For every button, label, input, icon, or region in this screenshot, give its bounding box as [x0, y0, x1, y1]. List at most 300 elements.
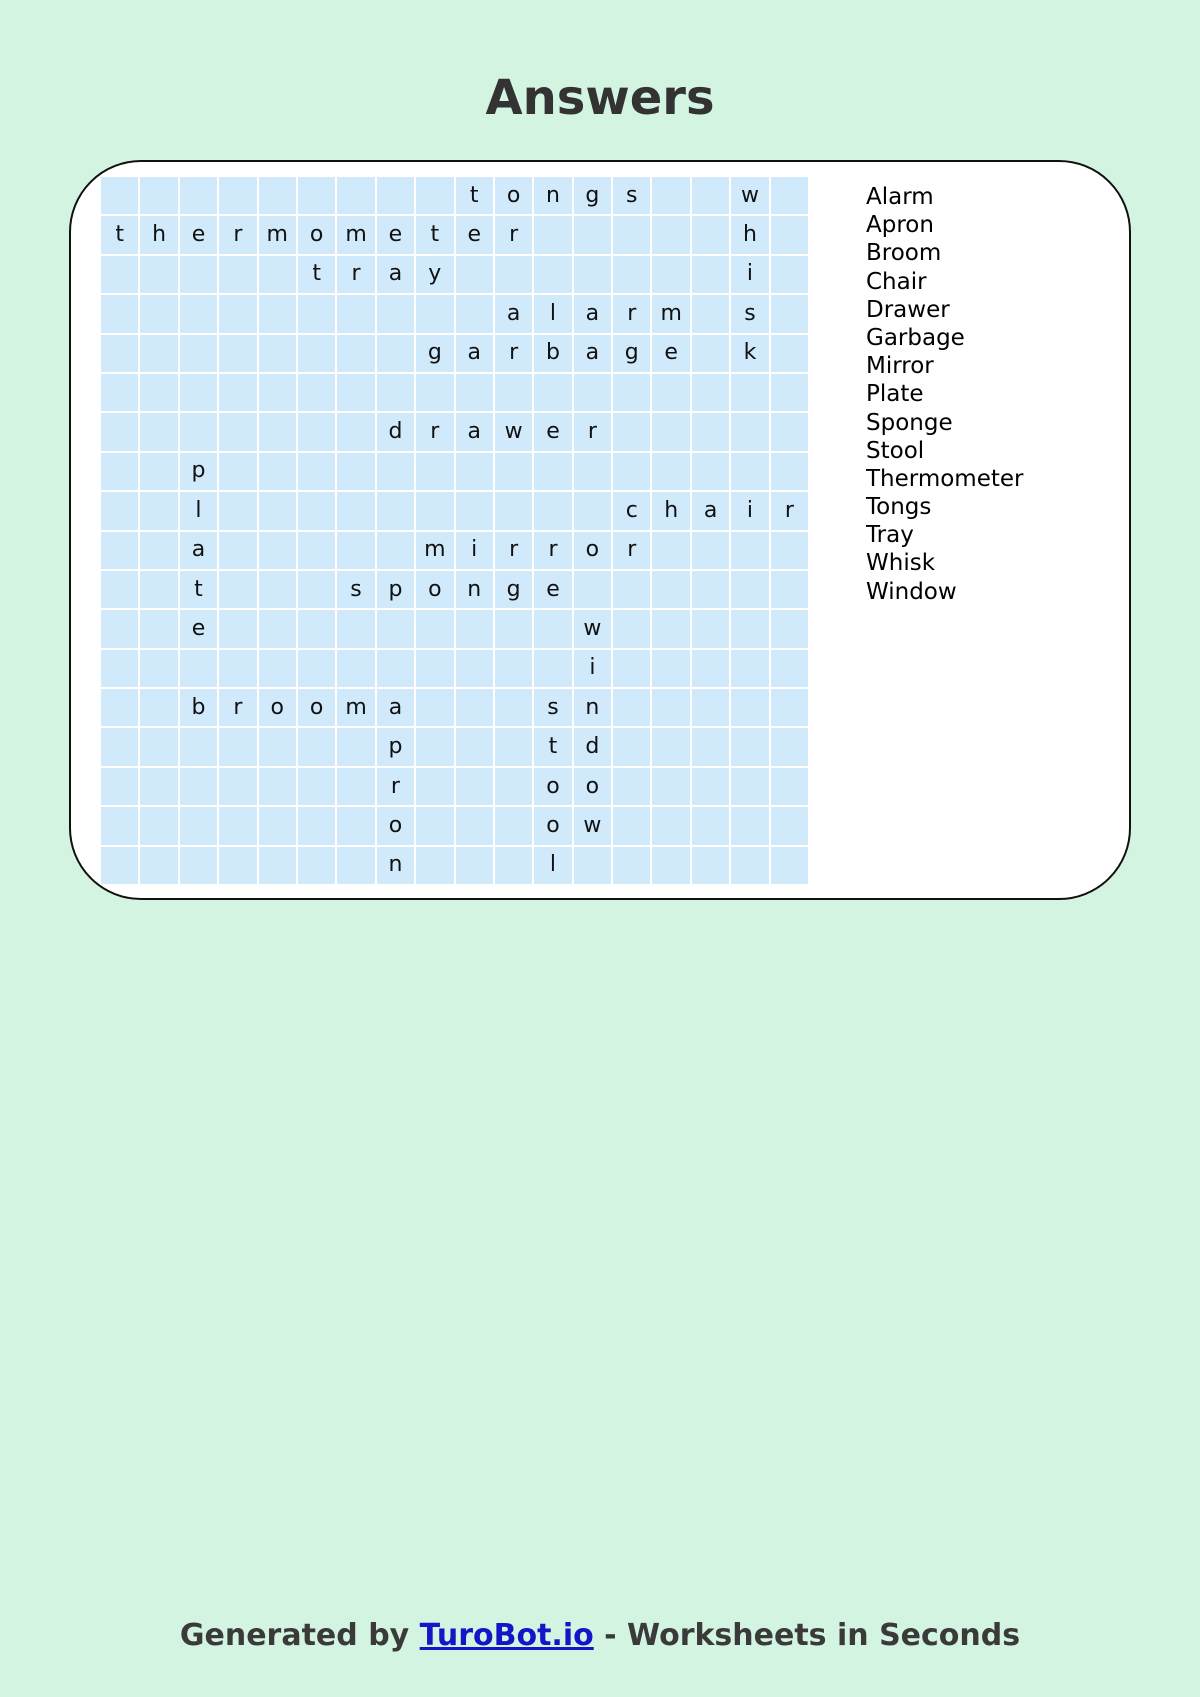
- grid-cell: [337, 532, 374, 569]
- grid-cell: [298, 177, 335, 214]
- grid-cell: o: [377, 807, 414, 844]
- grid-cell: [219, 571, 256, 608]
- grid-cell: [140, 413, 177, 450]
- grid-cell: [771, 847, 808, 884]
- grid-cell: r: [219, 216, 256, 253]
- grid-cell: l: [534, 847, 571, 884]
- grid-cell: [495, 610, 532, 647]
- grid-cell: [534, 650, 571, 687]
- word-list-item: Sponge: [866, 409, 953, 436]
- grid-cell: [180, 768, 217, 805]
- grid-cell: [298, 610, 335, 647]
- word-list-item: Broom: [866, 240, 942, 267]
- grid-cell: k: [731, 335, 768, 372]
- grid-cell: [456, 847, 493, 884]
- grid-cell: h: [140, 216, 177, 253]
- grid-cell: [771, 610, 808, 647]
- footer-suffix: - Worksheets in Seconds: [593, 1618, 1021, 1653]
- page-title: Answers: [485, 70, 715, 126]
- grid-cell: [771, 532, 808, 569]
- grid-cell: [140, 453, 177, 490]
- grid-cell: [495, 807, 532, 844]
- grid-cell: [771, 256, 808, 293]
- grid-cell: [692, 847, 729, 884]
- grid-cell: e: [180, 610, 217, 647]
- grid-cell: [731, 532, 768, 569]
- grid-cell: [219, 532, 256, 569]
- grid-cell: [219, 728, 256, 765]
- grid-cell: l: [180, 492, 217, 529]
- grid-cell: [416, 374, 453, 411]
- grid-cell: [692, 374, 729, 411]
- grid-cell: [771, 768, 808, 805]
- grid-cell: [180, 295, 217, 332]
- grid-cell: t: [298, 256, 335, 293]
- grid-cell: [140, 256, 177, 293]
- grid-cell: [377, 650, 414, 687]
- grid-cell: [140, 374, 177, 411]
- grid-cell: [771, 216, 808, 253]
- grid-cell: [574, 453, 611, 490]
- grid-cell: [652, 571, 689, 608]
- grid-cell: [731, 453, 768, 490]
- grid-cell: [259, 335, 296, 372]
- grid-cell: [456, 728, 493, 765]
- grid-cell: [298, 847, 335, 884]
- grid-cell: [495, 492, 532, 529]
- grid-cell: [259, 256, 296, 293]
- grid-cell: a: [377, 689, 414, 726]
- grid-cell: d: [574, 728, 611, 765]
- grid-cell: [771, 689, 808, 726]
- grid-cell: o: [298, 689, 335, 726]
- grid-cell: a: [692, 492, 729, 529]
- grid-cell: w: [495, 413, 532, 450]
- grid-cell: e: [534, 571, 571, 608]
- grid-cell: r: [219, 689, 256, 726]
- grid-cell: [259, 610, 296, 647]
- grid-cell: [219, 650, 256, 687]
- grid-cell: [652, 728, 689, 765]
- grid-cell: o: [534, 807, 571, 844]
- grid-cell: [534, 453, 571, 490]
- word-list-item: Mirror: [866, 353, 934, 380]
- grid-cell: [416, 650, 453, 687]
- grid-cell: g: [613, 335, 650, 372]
- grid-cell: [140, 610, 177, 647]
- grid-cell: [298, 335, 335, 372]
- grid-cell: [613, 571, 650, 608]
- grid-cell: [259, 295, 296, 332]
- grid-cell: n: [456, 571, 493, 608]
- grid-cell: a: [574, 335, 611, 372]
- grid-cell: i: [456, 532, 493, 569]
- grid-cell: [731, 650, 768, 687]
- grid-cell: r: [377, 768, 414, 805]
- grid-cell: m: [337, 689, 374, 726]
- grid-cell: m: [259, 216, 296, 253]
- grid-cell: [456, 453, 493, 490]
- grid-cell: [101, 413, 138, 450]
- grid-cell: c: [613, 492, 650, 529]
- grid-cell: o: [416, 571, 453, 608]
- grid-cell: b: [534, 335, 571, 372]
- grid-cell: [652, 807, 689, 844]
- grid-cell: [377, 177, 414, 214]
- grid-cell: [692, 453, 729, 490]
- grid-cell: [219, 374, 256, 411]
- grid-cell: [337, 453, 374, 490]
- grid-cell: w: [574, 807, 611, 844]
- grid-cell: b: [180, 689, 217, 726]
- grid-cell: [574, 571, 611, 608]
- grid-cell: o: [534, 768, 571, 805]
- grid-cell: e: [456, 216, 493, 253]
- grid-cell: r: [613, 295, 650, 332]
- grid-cell: n: [574, 689, 611, 726]
- grid-cell: [337, 610, 374, 647]
- letter-grid: [101, 177, 808, 884]
- grid-cell: [771, 650, 808, 687]
- grid-cell: s: [534, 689, 571, 726]
- grid-cell: [219, 768, 256, 805]
- grid-cell: [534, 374, 571, 411]
- grid-cell: [652, 532, 689, 569]
- grid-cell: [337, 492, 374, 529]
- grid-cell: [692, 335, 729, 372]
- grid-cell: [180, 650, 217, 687]
- grid-cell: a: [574, 295, 611, 332]
- grid-cell: o: [298, 216, 335, 253]
- grid-cell: [140, 492, 177, 529]
- grid-cell: o: [259, 689, 296, 726]
- grid-cell: [180, 413, 217, 450]
- grid-cell: [180, 177, 217, 214]
- grid-cell: [534, 216, 571, 253]
- grid-cell: [377, 335, 414, 372]
- grid-cell: [259, 532, 296, 569]
- grid-cell: [180, 728, 217, 765]
- grid-cell: [219, 335, 256, 372]
- grid-cell: [101, 728, 138, 765]
- word-list-item: Drawer: [866, 296, 950, 323]
- grid-cell: r: [495, 216, 532, 253]
- grid-cell: i: [731, 492, 768, 529]
- grid-cell: h: [731, 216, 768, 253]
- turobot-link[interactable]: TuroBot.io: [419, 1618, 594, 1653]
- grid-cell: w: [731, 177, 768, 214]
- grid-cell: r: [416, 413, 453, 450]
- grid-cell: [219, 492, 256, 529]
- grid-cell: [574, 256, 611, 293]
- grid-cell: [140, 650, 177, 687]
- grid-cell: t: [456, 177, 493, 214]
- grid-cell: [771, 413, 808, 450]
- grid-cell: [416, 689, 453, 726]
- grid-cell: [613, 847, 650, 884]
- grid-cell: [534, 256, 571, 293]
- grid-cell: [298, 295, 335, 332]
- grid-cell: [259, 807, 296, 844]
- grid-cell: n: [534, 177, 571, 214]
- grid-cell: [613, 728, 650, 765]
- grid-cell: [456, 768, 493, 805]
- grid-cell: [101, 492, 138, 529]
- grid-cell: o: [574, 532, 611, 569]
- grid-cell: [771, 728, 808, 765]
- grid-cell: p: [180, 453, 217, 490]
- grid-cell: [140, 807, 177, 844]
- grid-cell: [337, 728, 374, 765]
- grid-cell: [692, 728, 729, 765]
- grid-cell: r: [534, 532, 571, 569]
- grid-cell: [731, 571, 768, 608]
- grid-cell: [298, 768, 335, 805]
- grid-cell: g: [495, 571, 532, 608]
- grid-cell: m: [652, 295, 689, 332]
- grid-cell: [140, 295, 177, 332]
- grid-cell: [652, 689, 689, 726]
- grid-cell: [180, 807, 217, 844]
- grid-cell: [652, 847, 689, 884]
- grid-cell: [731, 374, 768, 411]
- word-list-item: Chair: [866, 268, 927, 295]
- grid-cell: [219, 807, 256, 844]
- grid-cell: [337, 177, 374, 214]
- grid-cell: [771, 453, 808, 490]
- grid-cell: [652, 413, 689, 450]
- grid-cell: [613, 689, 650, 726]
- grid-cell: [652, 768, 689, 805]
- grid-cell: [416, 847, 453, 884]
- grid-cell: o: [574, 768, 611, 805]
- grid-cell: [180, 374, 217, 411]
- grid-cell: [298, 807, 335, 844]
- grid-cell: [337, 768, 374, 805]
- grid-cell: [298, 728, 335, 765]
- grid-cell: [456, 295, 493, 332]
- grid-cell: [140, 335, 177, 372]
- grid-cell: [731, 728, 768, 765]
- grid-cell: [495, 256, 532, 293]
- grid-cell: [259, 492, 296, 529]
- grid-cell: [692, 768, 729, 805]
- grid-cell: [298, 413, 335, 450]
- grid-cell: [613, 807, 650, 844]
- grid-cell: [219, 610, 256, 647]
- grid-cell: [337, 374, 374, 411]
- grid-cell: [259, 177, 296, 214]
- grid-cell: [219, 295, 256, 332]
- grid-cell: [495, 650, 532, 687]
- grid-cell: [652, 610, 689, 647]
- grid-cell: [416, 728, 453, 765]
- grid-cell: [337, 413, 374, 450]
- grid-cell: [613, 650, 650, 687]
- grid-cell: [613, 256, 650, 293]
- footer-prefix: Generated by: [179, 1618, 420, 1653]
- grid-cell: [101, 532, 138, 569]
- grid-cell: [652, 256, 689, 293]
- grid-cell: d: [377, 413, 414, 450]
- footer: [0, 1618, 1200, 1653]
- grid-cell: [377, 453, 414, 490]
- grid-cell: i: [731, 256, 768, 293]
- grid-cell: [377, 374, 414, 411]
- grid-cell: a: [456, 413, 493, 450]
- grid-cell: [456, 492, 493, 529]
- grid-cell: [495, 374, 532, 411]
- grid-cell: [101, 374, 138, 411]
- grid-cell: [259, 374, 296, 411]
- grid-cell: p: [377, 728, 414, 765]
- grid-cell: [140, 571, 177, 608]
- grid-cell: [731, 807, 768, 844]
- grid-cell: [692, 610, 729, 647]
- grid-cell: [731, 413, 768, 450]
- grid-cell: l: [534, 295, 571, 332]
- grid-cell: [771, 177, 808, 214]
- grid-cell: [771, 374, 808, 411]
- grid-cell: [613, 453, 650, 490]
- grid-cell: [613, 216, 650, 253]
- grid-cell: a: [495, 295, 532, 332]
- grid-cell: [140, 689, 177, 726]
- grid-cell: a: [456, 335, 493, 372]
- grid-cell: [495, 453, 532, 490]
- grid-cell: [140, 768, 177, 805]
- grid-cell: t: [416, 216, 453, 253]
- grid-cell: [337, 295, 374, 332]
- grid-cell: h: [652, 492, 689, 529]
- grid-cell: [456, 256, 493, 293]
- grid-cell: [416, 768, 453, 805]
- grid-cell: [259, 413, 296, 450]
- grid-cell: [101, 256, 138, 293]
- grid-cell: [652, 216, 689, 253]
- grid-cell: [613, 610, 650, 647]
- grid-cell: [101, 335, 138, 372]
- grid-cell: [771, 571, 808, 608]
- grid-cell: [298, 374, 335, 411]
- word-list-item: Window: [866, 578, 957, 605]
- grid-cell: [140, 847, 177, 884]
- grid-cell: [259, 728, 296, 765]
- grid-cell: [337, 650, 374, 687]
- grid-cell: t: [180, 571, 217, 608]
- grid-cell: t: [534, 728, 571, 765]
- grid-cell: [298, 492, 335, 529]
- grid-cell: [377, 492, 414, 529]
- grid-cell: [259, 847, 296, 884]
- grid-cell: [416, 177, 453, 214]
- grid-cell: [495, 847, 532, 884]
- grid-cell: [298, 571, 335, 608]
- grid-cell: r: [495, 335, 532, 372]
- grid-cell: [180, 335, 217, 372]
- grid-cell: r: [574, 413, 611, 450]
- grid-cell: [101, 807, 138, 844]
- grid-cell: [259, 453, 296, 490]
- grid-cell: [101, 571, 138, 608]
- grid-cell: [101, 768, 138, 805]
- grid-cell: [101, 453, 138, 490]
- grid-cell: [692, 650, 729, 687]
- grid-cell: g: [416, 335, 453, 372]
- grid-cell: [259, 768, 296, 805]
- word-list-item: Stool: [866, 437, 925, 464]
- grid-cell: a: [180, 532, 217, 569]
- grid-cell: [652, 374, 689, 411]
- grid-cell: [495, 689, 532, 726]
- word-list-item: Apron: [866, 212, 934, 239]
- grid-cell: [219, 847, 256, 884]
- grid-cell: [416, 807, 453, 844]
- grid-cell: [613, 374, 650, 411]
- grid-cell: [652, 177, 689, 214]
- grid-cell: [771, 295, 808, 332]
- grid-cell: [731, 768, 768, 805]
- word-list-item: Alarm: [866, 184, 934, 210]
- grid-cell: [692, 689, 729, 726]
- grid-cell: [259, 650, 296, 687]
- grid-cell: [219, 453, 256, 490]
- grid-cell: [416, 610, 453, 647]
- word-list-item: Garbage: [866, 324, 965, 351]
- grid-cell: s: [731, 295, 768, 332]
- grid-cell: [731, 610, 768, 647]
- grid-cell: [574, 847, 611, 884]
- grid-cell: y: [416, 256, 453, 293]
- grid-cell: t: [101, 216, 138, 253]
- grid-cell: [140, 532, 177, 569]
- grid-cell: [692, 807, 729, 844]
- grid-cell: [456, 374, 493, 411]
- grid-cell: [101, 295, 138, 332]
- grid-cell: [337, 335, 374, 372]
- grid-cell: o: [495, 177, 532, 214]
- grid-cell: [140, 177, 177, 214]
- grid-cell: [692, 532, 729, 569]
- grid-cell: r: [771, 492, 808, 529]
- grid-cell: [101, 610, 138, 647]
- grid-cell: w: [574, 610, 611, 647]
- word-list-item: Thermometer: [866, 465, 1024, 492]
- grid-cell: r: [495, 532, 532, 569]
- grid-cell: [613, 413, 650, 450]
- grid-cell: [298, 650, 335, 687]
- grid-cell: [692, 413, 729, 450]
- grid-cell: [337, 847, 374, 884]
- grid-cell: [574, 374, 611, 411]
- grid-cell: [613, 768, 650, 805]
- grid-cell: [416, 295, 453, 332]
- grid-cell: [771, 807, 808, 844]
- grid-cell: [101, 689, 138, 726]
- grid-cell: [495, 768, 532, 805]
- grid-cell: e: [534, 413, 571, 450]
- grid-cell: [377, 532, 414, 569]
- grid-cell: e: [652, 335, 689, 372]
- grid-cell: [731, 689, 768, 726]
- grid-cell: [140, 728, 177, 765]
- grid-cell: m: [416, 532, 453, 569]
- grid-cell: [456, 650, 493, 687]
- grid-cell: r: [337, 256, 374, 293]
- grid-cell: [377, 295, 414, 332]
- word-list-item: Plate: [866, 381, 924, 408]
- grid-cell: p: [377, 571, 414, 608]
